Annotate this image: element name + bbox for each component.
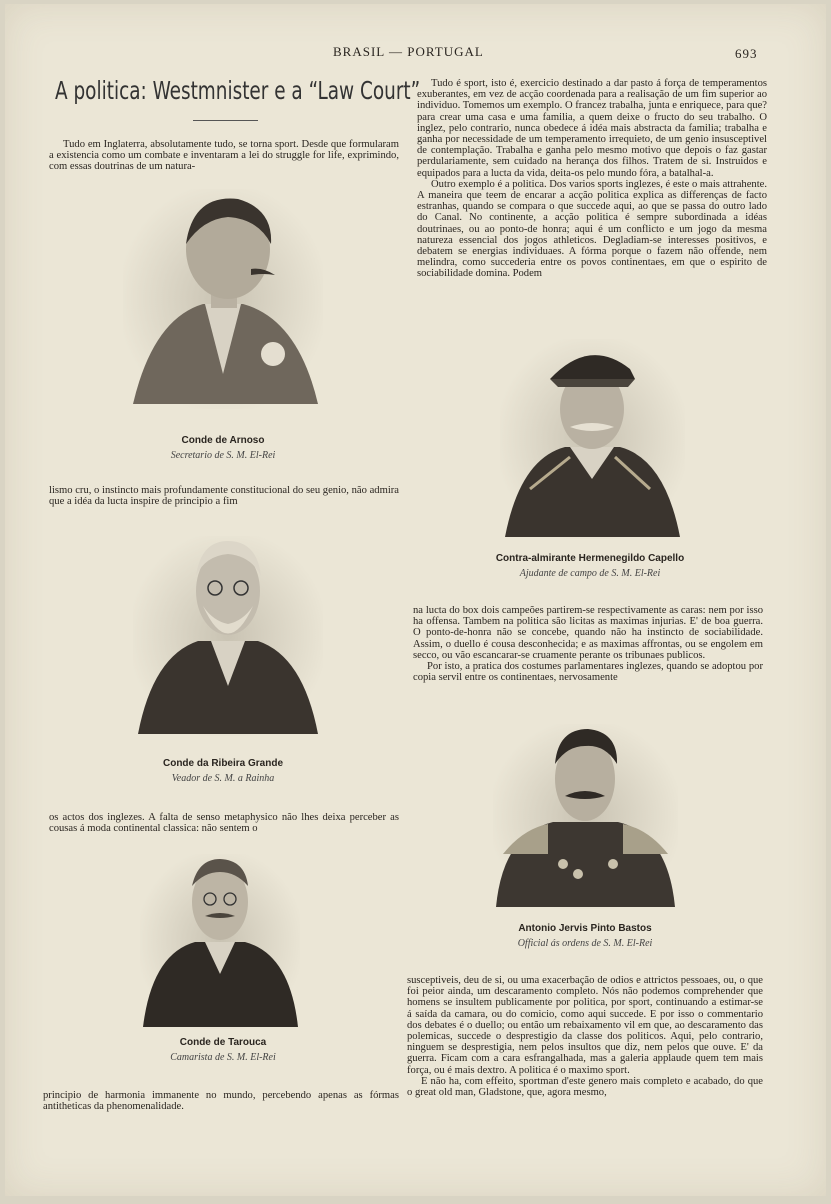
portrait-photo-arnoso xyxy=(123,189,323,409)
paragraph: lismo cru, o instincto mais profundamente constitucional do seu genio, não admira que a idéa da lucta inspire de principio a fim xyxy=(49,485,399,508)
caption-name-pinto-bastos: Antonio Jervis Pinto Bastos xyxy=(518,923,652,934)
right-text-3 xyxy=(407,975,763,1098)
article-title: A politica: Westmnister e a “Law Court” xyxy=(55,76,421,105)
caption-name-arnoso: Conde de Arnoso xyxy=(181,435,265,446)
paragraph: os actos dos inglezes. A falta de senso metaphysico não lhes deixa perceber as cousas á moda continental classica: não sentem o xyxy=(49,812,399,835)
portrait-photo-tarouca xyxy=(140,854,300,1029)
caption-name-ribeira-grande: Conde da Ribeira Grande xyxy=(162,758,284,769)
paragraph: Tudo em Inglaterra, absolutamente tudo, se torna sport. Desde que formularam a existencia como um combate e inventaram a lei do struggle for life, exprimindo, com essas doutrinas de um natura- xyxy=(49,139,399,173)
paragraph: Por isto, a pratica dos costumes parlamentares inglezes, quando se adoptou por copia servil entre os continentaes, nervosamente xyxy=(413,661,763,684)
caption-role-capello: Ajudante de campo de S. M. El-Rei xyxy=(519,568,661,579)
paragraph: Outro exemplo é a politica. Dos varios sports inglezes, é este o mais attrahente. A maneira que teem de encarar a acção politica explica as differenças de facto estranhas, quando se compara o que succede aqui, ao que se passa do outro lado do Canal. No continente, a acção politica é sempre subordinada a idéas doutrinaes, ou ao ponto-de honra; aqui é um conflicto e um jogo da mesma natureza essencial dos jogos athleticos. Degladiam-se interesses positivos, e debatem se energias individuaes. A fórma porque o fazem não offende, nem melindra, como succederia entre os povos continentaes, em que o espirito de sociabilidade domina. Podem xyxy=(417,178,767,280)
paragraph: principio de harmonia immanente no mundo, percebendo apenas as fórmas antitheticas da phenomenalidade. xyxy=(43,1090,399,1113)
left-text-1 xyxy=(49,139,399,173)
right-text-1 xyxy=(417,78,767,280)
caption-role-pinto-bastos: Official ás ordens de S. M. El-Rei xyxy=(517,938,653,949)
title-rule xyxy=(193,120,258,121)
magazine-page xyxy=(5,4,826,1196)
portrait-photo-capello xyxy=(500,339,685,539)
caption-role-arnoso: Secretario de S. M. El-Rei xyxy=(170,450,276,461)
paragraph: na lucta do box dois campeões partirem-se respectivamente as caras: nem por isso ha offensa. Tambem na politica são licitas as maximas injurias. E' de boa guerra. O ponto-de-honra não se concebe, quando não ha instincto de sociabilidade. Assim, o duello é cousa desconhecida; e as maximas affrontas, ou se engolem em secco, ou vão escancarar-se cruamente perante os tribunaes publicos. xyxy=(413,605,763,661)
running-title: BRASIL — PORTUGAL xyxy=(333,44,484,59)
caption-name-tarouca: Conde de Tarouca xyxy=(179,1037,267,1048)
portrait-photo-ribeira-grande xyxy=(133,536,323,736)
left-text-2 xyxy=(49,485,399,507)
caption-role-ribeira-grande: Veador de S. M. a Rainha xyxy=(171,773,275,784)
right-text-2 xyxy=(413,605,763,683)
page-number: 693 xyxy=(735,46,758,61)
paragraph: Tudo é sport, isto é, exercicio destinado a dar pasto á força de temperamentos exuberantes, em vez de acção coordenada para a realisação de um fim superior ao individuo. Tomemos um exemplo. O francez trabalha, junta e enriquece, para que? para crear uma casa e uma familia, a quem deixe o fructo do seu trabalho. O inglez, pelo contrario, nunca obedece á idéa mais abstracta da familia; trabalha e ganha por necessidade de um temperamento irrequieto, de um genio insusceptivel de contemplação. Trabalha e ganha pelo mesmo motivo que depois o faz gastar perdulariamente, sem cuidado na herança dos filhos. Tratem de si. Instruidos e equipados para a lucta da vida, deita-os pelo mundo fóra, a batalhal-a. xyxy=(417,78,767,179)
paragraph: E não ha, com effeito, sportman d'este genero mais completo e acabado, do que o great old man, Gladstone, que, agora mesmo, xyxy=(407,1075,763,1099)
left-text-3 xyxy=(49,812,399,834)
left-text-4 xyxy=(43,1090,399,1112)
caption-role-tarouca: Camarista de S. M. El-Rei xyxy=(170,1052,276,1063)
portrait-photo-pinto-bastos xyxy=(493,724,678,909)
caption-name-capello: Contra-almirante Hermenegildo Capello xyxy=(495,553,685,564)
paragraph: susceptiveis, deu de si, ou uma exacerbação de odios e attrictos pessoaes, ou, o que foi peior ainda, um descaramento completo. Nós não podemos comprehender que homens se insultem publicamente por politica, por sport, continuando a estimar-se á saída da camara, ou do comicio, como aqui succede. E por isso o commentario dos debates é o duello; ou então um rebaixamento vil em que, ao descaramento das polemicas, succede o desprestigio da classe dos politicos. Aqui, pelo contrario, ninguem se desprestigia, nem pelos insultos que diz, nem pelos que ouve. E' da guerra. Ficam com a cara esfrangalhada, mas a galeria applaude quem tem mais força, ou é mais dextro. A politica é o maximo sport. xyxy=(407,975,763,1076)
